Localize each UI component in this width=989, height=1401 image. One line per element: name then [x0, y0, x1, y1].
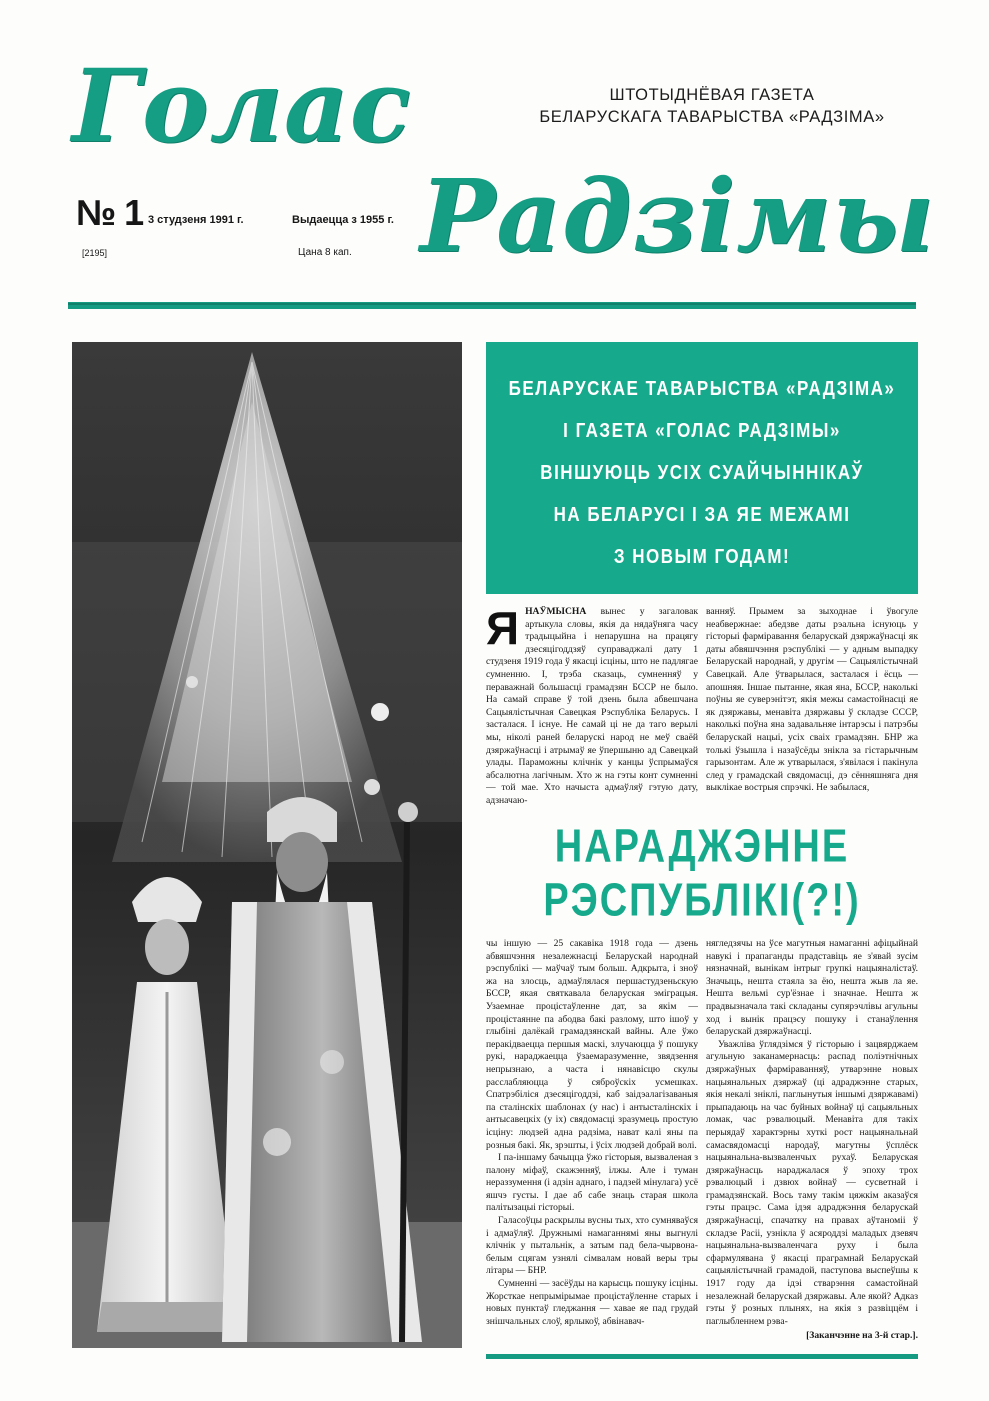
article-headline-line-1: НАРАДЖЭННЕ [554, 821, 850, 873]
paragraph: І па-іншаму бачыцца ўжо гісторыя, вызваленая з палону міфаў, скажэнняў, ілжы. Але і туман нераззумення (і адзін аднаго, і падзей мінулага) усё яшчэ густы. І дае аб сабе знаць старая школа палітызацыі гісторыі. [486, 1152, 698, 1214]
article-column-d [706, 938, 918, 1346]
masthead-rule [68, 302, 916, 309]
drop-cap: Я [486, 606, 520, 654]
greeting-line-5: З НОВЫМ ГОДАМ! [613, 545, 791, 568]
price: Цана 8 кап. [298, 247, 352, 258]
ornament [186, 676, 198, 688]
photo-illustration [72, 342, 462, 1348]
article-column-c [486, 938, 698, 1346]
paragraph: Сумненні — засёўды на карысць пошуку ісціны. Жорсткае непрымірымае процістаўленне старых і новых пунктаў гледжання — хавае яе пад грудай знішчальных слоў, ярлыкоў, абвінавач- [486, 1278, 698, 1327]
paragraph: нягледзячы на ўсе магутныя намаганні афіцыйнай навукі і прапаганды прадставіць яе з'явай зусім нязначнай, вынікам інтрыг групкі нацыяналістаў. Значыць, нешта стаяла за ёю, нешта жыв ла яе. Нешта вельмі сур'ёзнае і значнае. Нешта ж прадвызначала такі складаны супярэчлівы агульны ход і вынік працэсу пошуку і станаўлення беларускай дзяржаўнасці. [706, 938, 918, 1038]
bottom-rule [486, 1354, 918, 1359]
lead-caps: НАЎМЫСНА [525, 606, 587, 617]
paragraph: вынес у загаловак артыкула словы, якія да нядаўняга часу традыцыйна і непарушна на працягу дзесяцігоддзяў суправаджалі дату 1 студзеня 1919 года ў якасці ісціны, што не падлягае сумненню. І, трэба сказаць, сумненняў у пераважнай большасці грамадзян БССР не было. На самай справе ў той дзень была абвешчана Сацыялістычная Савецкая Рэспубліка Беларусь. І засталася. І існуе. Не самай ці не да таго верылі мы, ніколі раней беларускі народ не меў сваёй дзяржаўнасці і атрымаў яе ўпершыню ад Савецкай улады. Параможны клічнік у канцы ўспрымаўся абсалютна лагічным. Хто ж на гэты конт сумненні — той мае. Хто начыста адмаўляў гэтую дату, адзначаю- [486, 606, 698, 806]
issue-number: № 1 [76, 192, 144, 233]
continued-note: [Заканчэнне на 3-й стар.]. [806, 1330, 918, 1342]
issue-date: 3 студзеня 1991 г. [148, 214, 244, 226]
published-since: Выдаецца з 1955 г. [292, 214, 394, 226]
greeting-line-1: БЕЛАРУСКАЕ ТАВАРЫСТВА «РАДЗІМА» [508, 377, 896, 400]
greeting-line-2: І ГАЗЕТА «ГОЛАС РАДЗІМЫ» [563, 419, 841, 442]
paragraph: чы іншую — 25 сакавіка 1918 года — дзень абвяшчэння незалежнасці Беларускай народнай рэспублікі — маўчаў тым больш. Адкрыта, і зноў жа на злосць, адмаўлялася першастудзеньскую БССР, якая святкавала беларуская эміграцыя. Узаемнае процістаўленне дат, за якім — процістаянне па абодва бакі разлому, што ішоў у глыбіні далёкай грамадзянскай вайны. Але ўжо перакідваецца першыя маскі, злучаюцца ў пошуку рукі, нараджаецца ўзаемаразуменне, звядзення непрызнаю, а часта і нянавісцю скулы расслабляюцца ў сяброўскіх усмешках. Спатрэбіліся дзесяцігоддзі, каб заідэалагізаваныя па сталінскіх шаблонах (у нас) і антысталінскіх і антысавецкіх (у іх) свядомасці зразумець простую ісціну: людзей адна радзіма, нават калі яны па розныя бакі. Як, зрэшты, і ўсіх людзей добрай волі. [486, 938, 698, 1151]
serial-number: [2195] [82, 248, 108, 258]
greeting-line-4: НА БЕЛАРУСІ І ЗА ЯЕ МЕЖАМІ [553, 503, 851, 526]
article-headline-line-2: РЭСПУБЛІКІ(?!) [543, 875, 861, 927]
ornament [371, 703, 389, 721]
greeting-line-3: ВІНШУЮЦЬ УСІХ СУАЙЧЫННІКАЎ [540, 461, 864, 484]
ornament [364, 779, 380, 795]
paragraph: ванняў. Прымем за зыходнае і ўвогуле неабвержнае: абедзве даты рэальна існуюць у гісторыі фарміравання беларускай дзяржаўнасці як даты абвяшчэння рэспублікі — у адным выпадку Беларускай народнай, у другім — Сацыялістычнай Савецкай. Але ўтварылася, засталася і ёсць — апошняя. Іншае пытанне, якая яна, БССР, наколькі поўны яе суверэнітэт, якія межы самастойнасці яе як дзяржавы, менавіта дзяржавы ў складзе СССР, наколькі поўна яна задавальняе інтарэсы і патрэбы беларускай нацыі, усіх сваіх грамадзян. БНР жа толькі ўзышла і назаўсёды знікла за гістарычным гарызонтам. Але ж утварылася, з'явілася і пакінула след у грамадскай свядомасці, дэ сённяшняга дня выклікае вострыя спрэчкі. Не забылася, [706, 606, 918, 794]
paragraph: Уважліва ўглядзімся ў гісторыю і зацвярджаем агульную заканамернасць: распад поліэтнічных дзяржаўных фарміраванняў, утварэнне новых нацыянальных дзяржаў (ці адраджэнне старых, якія некалі зніклі, паглынутыя іншымі дзяржавамі) прыпадаюць на час буйных войнаў ці сацыяльных ломак, час рэвалюцый. Менавіта для такіх перыядаў характэрны хуткі рост нацыянальнай самасвядомасці народаў, магутны ўсплёск нацыянальна-вызваленчых рухаў. Беларуская дзяржаўнасць нараджалася ў эпоху трох рэвалюцый і дзвюх войнаў — сусветнай і грамадзянскай. Вось таму такім цяжкім аказаўся гэты працэс. Сама ідэя адраджэння беларускай дзяржаўнасці, спачатку на правах аўтаноміі ў складзе Расіі, узнікла ў асяроддзі маладых дзевяч нацыянальна-вызваленчага руху і была сфармулявана ў якасці праграмнай Беларускай сацыялістычнай грамадой, паступова выспеўшы к 1917 году да ідэі стварэння самастойнай незалежнай беларускай дзяржавы. Але якой? Адказ гэты ў розных плынях, на якія з развіццём і паглыбленнем рэва- [706, 1038, 918, 1327]
new-year-greeting-box [486, 342, 918, 594]
article-column-b [706, 606, 918, 814]
paragraph: Галасоўцы раскрылы вусны тых, хто сумняваўся і адмаўляў. Дружнымі намаганнямі яны выгнулі клічнік у пытальнік, а затым пад бела-чырвона-белым сцягам узнялі сімвалам новай веры тры літары — БНР. [486, 1215, 698, 1277]
article-column-a [486, 606, 698, 814]
publisher-line-2: БЕЛАРУСКАГА ТАВАРЫСТВА «РАДЗІМА» [539, 108, 885, 126]
masthead-title-radzimy: Радзімы [420, 157, 936, 275]
masthead-title-golas: Голас [72, 47, 412, 165]
new-year-photo [72, 342, 462, 1348]
publisher-line-1: ШТОТЫДНЁВАЯ ГАЗЕТА [609, 86, 815, 104]
